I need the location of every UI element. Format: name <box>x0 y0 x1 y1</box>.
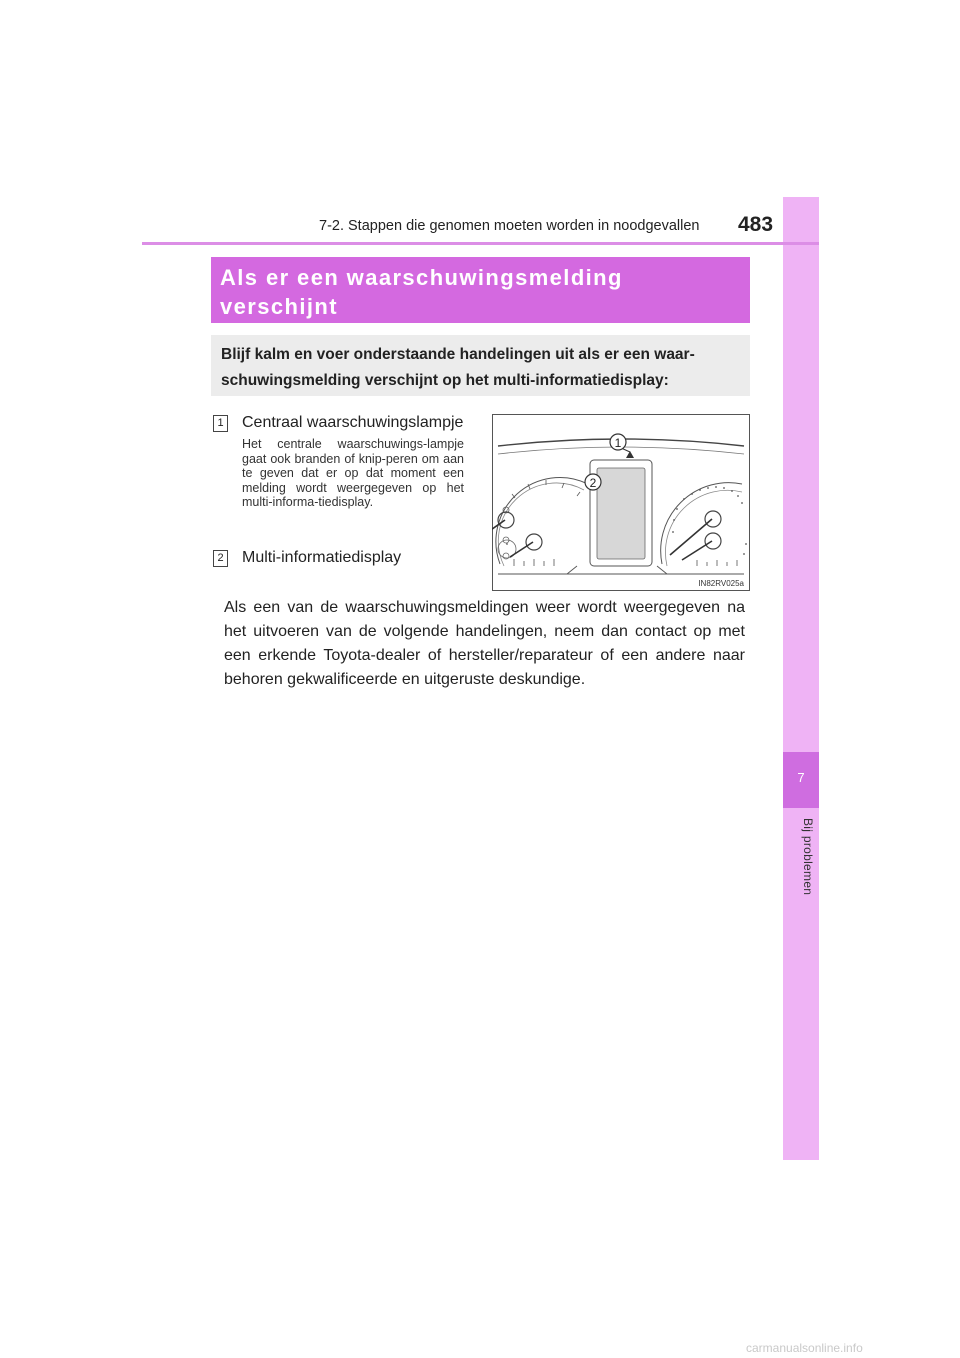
multi-information-display <box>597 468 645 559</box>
item-title: Multi-informatiedisplay <box>242 549 402 566</box>
body-paragraph: Als een van de waarschuwingsmeldingen weer wordt weergegeven na het uitvoeren van de volgende handelingen, neem dan contact op met een erkende Toyota-dealer of hersteller/reparateur of een andere naar behoren gekwalificeerde en uitgeruste deskundige. <box>224 599 745 688</box>
watermark: carmanualsonline.info <box>746 1341 863 1355</box>
callout-number-1: 1 <box>614 436 622 450</box>
chapter-side-tab <box>783 197 819 1160</box>
section-banner <box>211 257 750 323</box>
intro-line-2: schuwingsmelding verschijnt op het multi-informatiedisplay: <box>221 372 669 389</box>
item-number-badge: 2 <box>213 550 228 567</box>
section-title-line-1: Als er een waarschuwingsmelding <box>220 265 623 290</box>
item-title: Centraal waarschuwingslampje <box>242 414 464 431</box>
item-description: Het centrale waarschuwings-lampje gaat ook branden of knip-peren om aan te geven dat er op dat moment een melding wordt weergegeven op het multi-informa-tiedisplay. <box>242 437 464 509</box>
figure-code: IN82RV025a <box>698 579 744 588</box>
header-divider <box>142 242 819 245</box>
intro-box <box>211 335 750 396</box>
intro-line-1: Blijf kalm en voer onderstaande handelingen uit als er een waar- <box>221 346 695 363</box>
page-number: 483 <box>738 213 774 236</box>
chapter-number: 7 <box>797 770 805 785</box>
instrument-cluster-figure <box>492 414 750 591</box>
callout-number-2: 2 <box>589 476 597 490</box>
item-number-badge: 1 <box>213 415 228 432</box>
chapter-label: Bij problemen <box>801 818 815 896</box>
running-header: 7-2. Stappen die genomen moeten worden in noodgevallen <box>319 218 700 234</box>
section-title-line-2: verschijnt <box>220 294 338 319</box>
